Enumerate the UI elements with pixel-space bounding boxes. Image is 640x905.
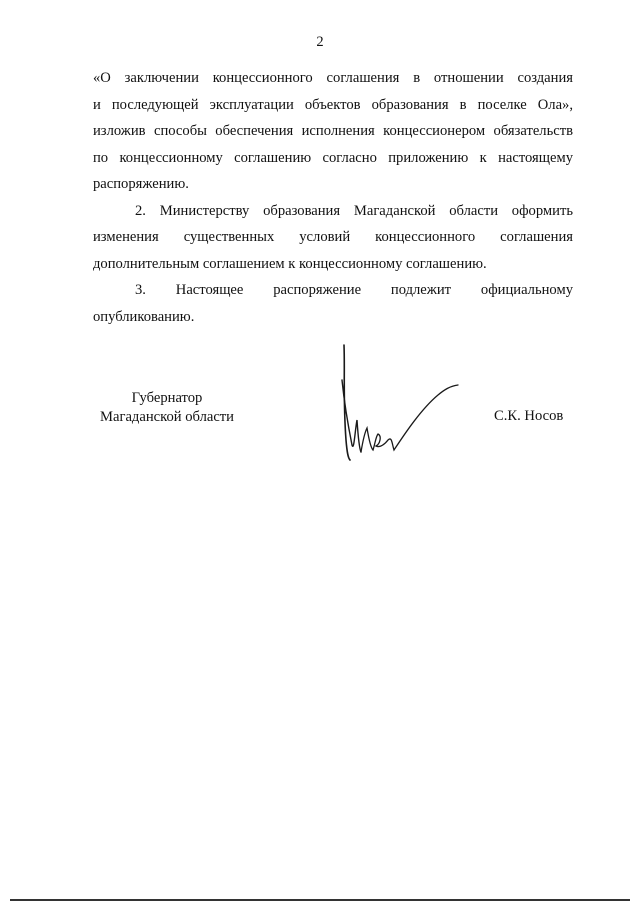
text-line: и последующей эксплуатации объектов образования в поселке Ола», [93,96,573,113]
text-line: изменения существенных условий концессионного соглашения [93,229,573,245]
document-body [93,65,573,330]
handwritten-signature [330,340,470,470]
text-line: дополнительным соглашением к концессионному соглашению. [93,255,487,272]
signatory-name: С.К. Носов [494,408,564,424]
text-line: изложив способы обеспечения исполнения концессионером обязательств [93,123,573,139]
text-line: распоряжению. [93,176,189,192]
signatory-title-line: Губернатор [131,390,203,406]
paragraph-item-3 [93,277,573,330]
page-number: 2 [316,34,324,50]
signatory-title-line: Магаданской области [100,409,234,425]
paragraph-item-2 [93,198,573,278]
signatory-position [92,389,242,427]
text-line: опубликованию. [93,308,195,325]
text-line: по концессионному соглашению согласно приложению к настоящему [93,149,573,166]
page-bottom-edge [10,899,630,901]
signature-block [0,385,640,465]
text-line: «О заключении концессионного соглашения в отношении создания [93,70,573,86]
text-line: 3. Настоящее распоряжение подлежит официальному [135,282,573,298]
text-line: 2. Министерству образования Магаданской области оформить [135,202,573,219]
paragraph-continuation [93,65,573,198]
